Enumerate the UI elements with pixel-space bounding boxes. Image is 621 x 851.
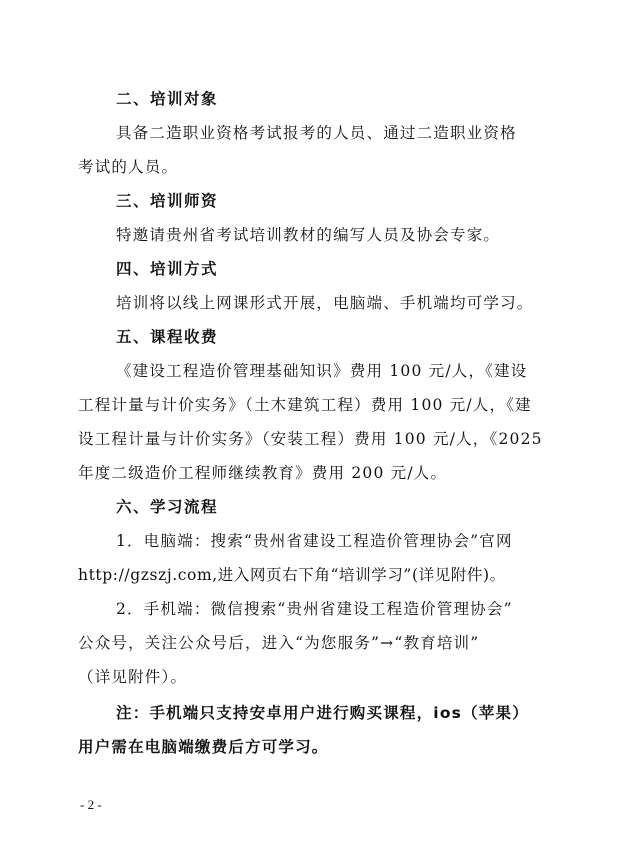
section-heading: 三、培训师资 bbox=[116, 192, 219, 210]
paragraph-line: （详见附件）。 bbox=[78, 668, 188, 686]
section-heading: 五、课程收费 bbox=[116, 328, 219, 346]
paragraph-line: 培训将以线上网课形式开展，电脑端、手机端均可学习。 bbox=[116, 294, 534, 312]
paragraph-line: 公众号，关注公众号后，进入“为您服务”→“教育培训” bbox=[78, 634, 480, 652]
page-number: - 2 - bbox=[80, 797, 102, 812]
paragraph-line: 工程计量与计价实务》（土木建筑工程）费用 100 元/人，《建 bbox=[78, 396, 532, 414]
section-heading: 六、学习流程 bbox=[116, 498, 219, 516]
paragraph-line: 1．电脑端：搜索“贵州省建设工程造价管理协会”官网 bbox=[116, 532, 513, 550]
paragraph-line: 设工程计量与计价实务》（安装工程）费用 100 元/人，《2025 bbox=[78, 430, 543, 448]
paragraph-line: 特邀请贵州省考试培训教材的编写人员及协会专家。 bbox=[116, 226, 501, 244]
note-line: 注：手机端只支持安卓用户进行购买课程，ios（苹果） bbox=[116, 704, 529, 722]
paragraph-line: 年度二级造价工程师继续教育》费用 200 元/人。 bbox=[78, 464, 448, 482]
section-heading: 二、培训对象 bbox=[116, 90, 219, 108]
section-heading: 四、培训方式 bbox=[116, 260, 219, 278]
paragraph-line: 具备二造职业资格考试报考的人员、通过二造职业资格 bbox=[116, 124, 517, 142]
note-line: 用户需在电脑端缴费后方可学习。 bbox=[78, 738, 329, 756]
paragraph-line: 《建设工程造价管理基础知识》费用 100 元/人，《建设 bbox=[116, 362, 528, 380]
paragraph-line: 2．手机端：微信搜索“贵州省建设工程造价管理协会” bbox=[116, 600, 513, 618]
paragraph-line: 考试的人员。 bbox=[78, 158, 179, 176]
paragraph-line: http://gzszj.com,进入网页右下角“培训学习”(详见附件)。 bbox=[78, 566, 506, 584]
